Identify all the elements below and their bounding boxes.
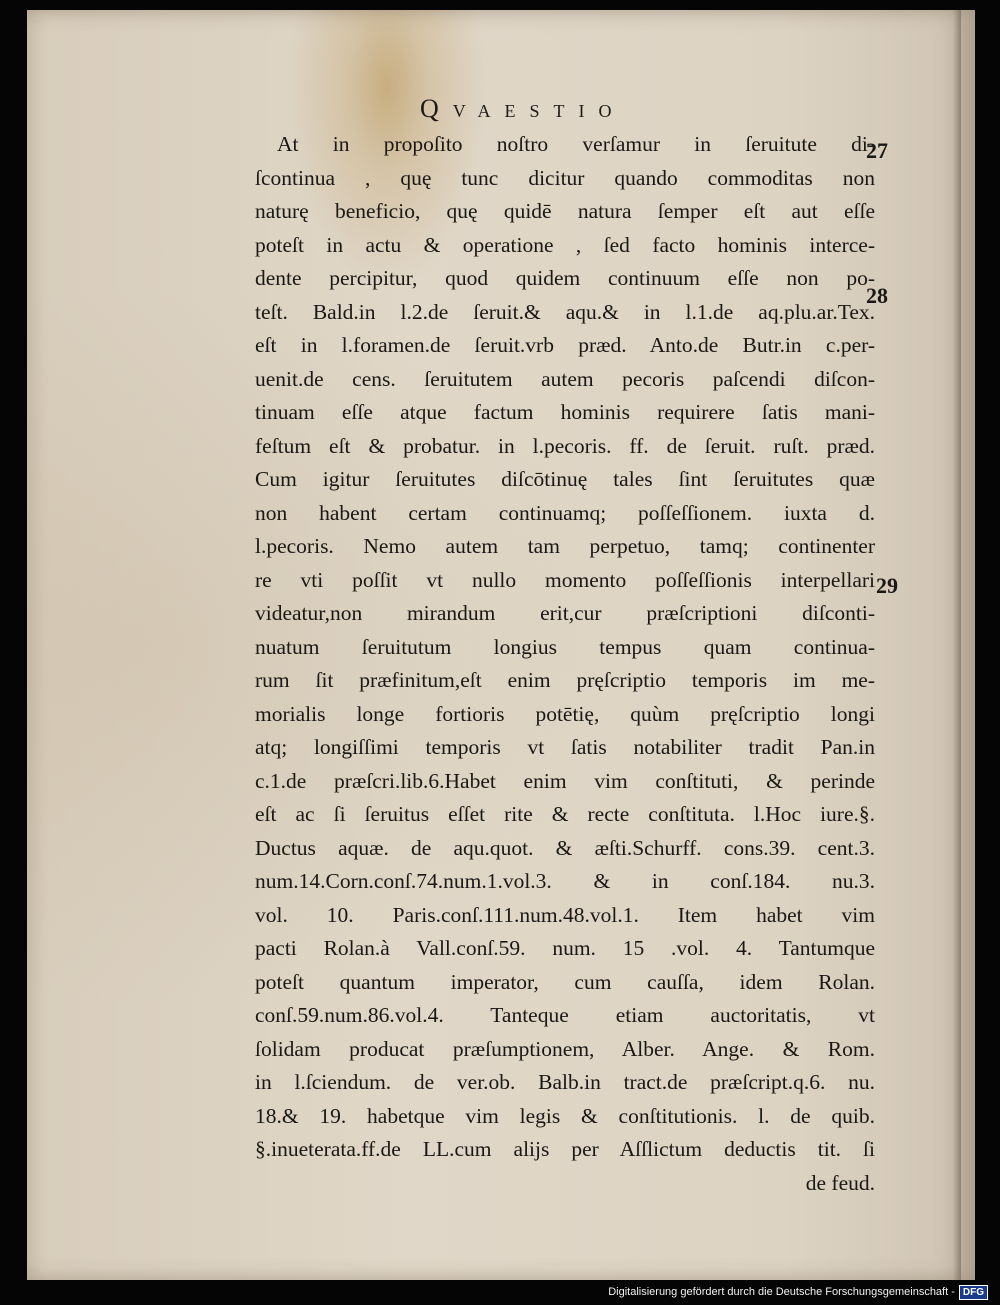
- text-line: num.14.Corn.conſ.74.num.1.vol.3. & in conſ.184. nu.3.: [255, 869, 875, 893]
- text-line: l.pecoris. Nemo autem tam perpetuo, tamq; continenter: [255, 534, 875, 558]
- text-line: atq; longiſſimi temporis vt ſatis notabiliter tradit Pan.in: [255, 735, 875, 759]
- text-line: Ductus aquæ. de aqu.quot. & æſti.Schurff. cons.39. cent.3.: [255, 835, 875, 860]
- text-line: tinuam eſſe atque factum hominis requirere ſatis mani-: [255, 400, 875, 424]
- text-line: naturę beneficio, quę quidē natura ſemper eſt aut eſſe: [255, 199, 875, 223]
- text-line: conſ.59.num.86.vol.4. Tanteque etiam auctoritatis, vt: [255, 1003, 875, 1027]
- text-line: Cum igitur ſeruitutes diſcōtinuę tales ſint ſeruitutes quæ: [255, 467, 875, 491]
- text-line: eſt ac ſi ſeruitus eſſet rite & recte conſtituta. l.Hoc iure.§.: [255, 802, 875, 826]
- dfg-logo-icon: DFG: [959, 1285, 988, 1300]
- body-text: [255, 128, 875, 1200]
- running-head: Qvaestio: [420, 94, 626, 123]
- margin-number-28: 28: [866, 283, 888, 308]
- text-line: dente percipitur, quod quidem continuum eſſe non po-: [255, 266, 875, 290]
- footer-text: Digitalisierung gefördert durch die Deutsche Forschungsgemeinschaft -: [608, 1286, 955, 1298]
- text-line: nuatum ſeruitutum longius tempus quam continua-: [255, 634, 875, 659]
- text-line: uenit.de cens. ſeruitutem autem pecoris paſcendi diſcon-: [255, 366, 875, 391]
- text-line: eſt in l.foramen.de ſeruit.vrb præd. Anto.de Butr.in c.per-: [255, 333, 875, 357]
- text-line: poteſt in actu & operatione , ſed facto hominis interce-: [255, 232, 875, 257]
- page-edge-shadow: [953, 10, 961, 1280]
- text-line: vol. 10. Paris.conſ.111.num.48.vol.1. Item habet vim: [255, 902, 875, 927]
- text-line: teſt. Bald.in l.2.de ſeruit.& aqu.& in l.1.de aq.plu.ar.Tex.: [255, 299, 875, 324]
- text-line: videatur,non mirandum erit,cur præſcriptioni diſconti-: [255, 601, 875, 625]
- text-line: rum ſit præfinitum,eſt enim pręſcriptio temporis im me-: [255, 668, 875, 692]
- text-line: non habent certam continuamq; poſſeſſionem. iuxta d.: [255, 500, 875, 525]
- catchword: de feud.: [805, 1170, 875, 1195]
- text-line: morialis longe fortioris potētię, quùm pręſcriptio longi: [255, 701, 875, 726]
- margin-number-29: 29: [876, 573, 898, 598]
- text-line: c.1.de præſcri.lib.6.Habet enim vim conſtituti, & perinde: [255, 768, 875, 793]
- margin-number-27: 27: [866, 138, 888, 163]
- text-line: At in propoſito noſtro verſamur in ſeruitute di-: [277, 132, 875, 156]
- text-line: re vti poſſit vt nullo momento poſſeſſionis interpellari: [255, 567, 875, 592]
- digitization-footer: [608, 1283, 988, 1301]
- text-line: in l.ſciendum. de ver.ob. Balb.in tract.de præſcript.q.6. nu.: [255, 1070, 875, 1094]
- text-line: pacti Rolan.à Vall.conſ.59. num. 15 .vol. 4. Tantumque: [255, 936, 875, 960]
- text-line: 18.& 19. habetque vim legis & conſtitutionis. l. de quib.: [255, 1103, 875, 1128]
- text-line: ſcontinua , quę tunc dicitur quando commoditas non: [255, 165, 875, 190]
- text-line: poteſt quantum imperator, cum cauſſa, idem Rolan.: [255, 969, 875, 994]
- text-line: feſtum eſt & probatur. in l.pecoris. ff. de ſeruit. ruſt. præd.: [255, 433, 875, 458]
- text-line: ſolidam producat præſumptionem, Alber. Ange. & Rom.: [255, 1036, 875, 1061]
- text-line: §.inueterata.ff.de LL.cum alijs per Aſſlictum deductis tit. ſi: [255, 1137, 875, 1161]
